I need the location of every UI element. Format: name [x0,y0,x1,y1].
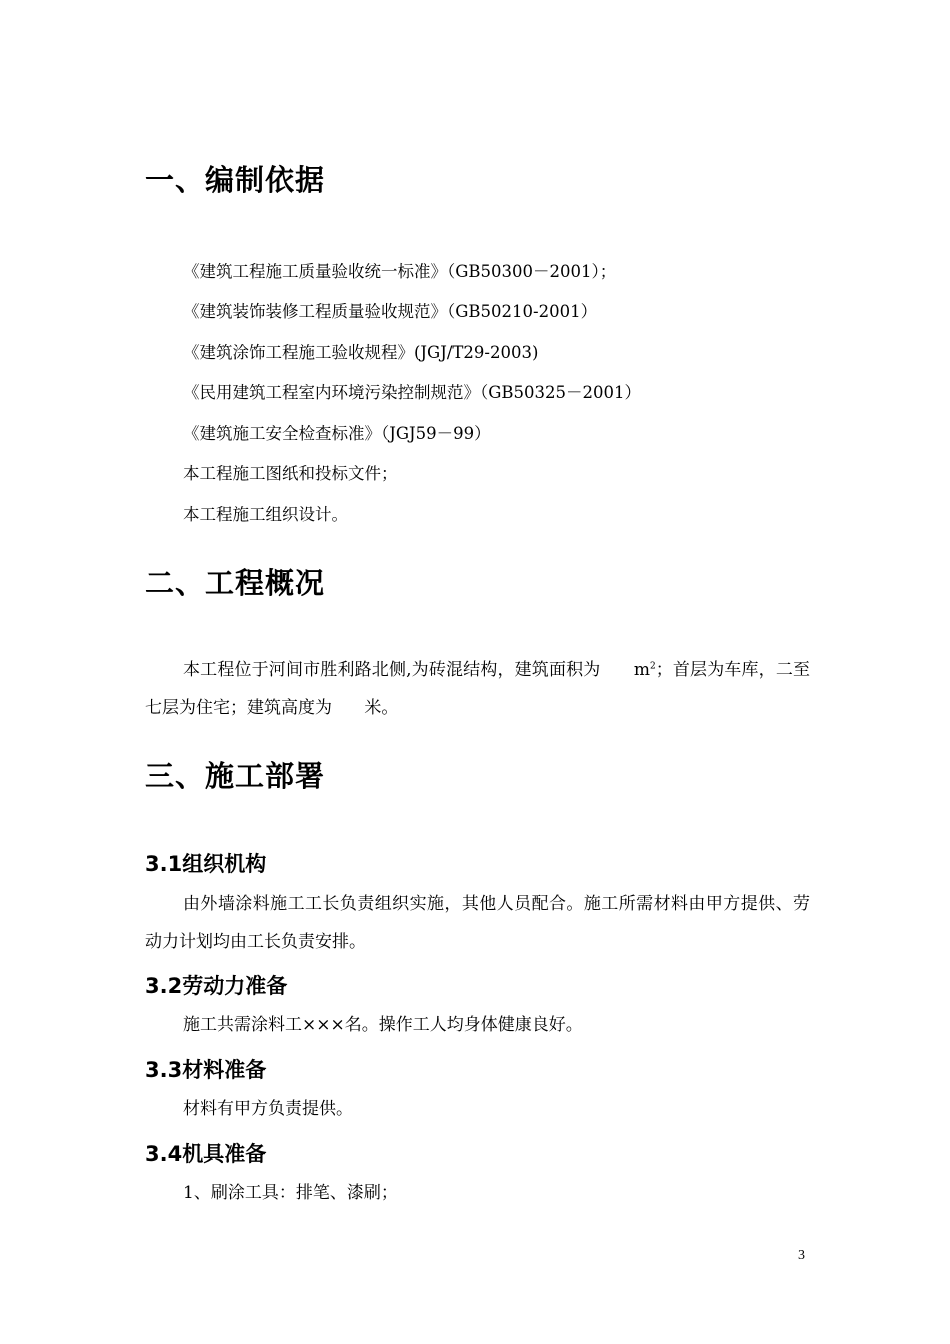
reference-item: 《建筑施工安全检查标准》（JGJ59－99） [183,424,491,443]
equipment-paragraph: 1、刷涂工具：排笔、漆刷； [183,1183,398,1203]
overview-text-part2: ；首层为车库，二至七层为住宅；建筑高度为 米。 [145,660,810,718]
subsection-heading-materials: 3.3材料准备 [145,1058,267,1082]
section-heading-basis: 一、编制依据 [145,163,326,197]
section-heading-deployment: 三、施工部署 [145,759,326,793]
reference-item: 本工程施工组织设计。 [183,505,348,524]
reference-item: 《建筑装饰装修工程质量验收规范》（GB50210-2001） [183,302,598,321]
overview-text-part1: 本工程位于河间市胜利路北侧,为砖混结构，建筑面积为 m [183,660,650,680]
subsection-heading-labor: 3.2劳动力准备 [145,974,288,998]
reference-item: 本工程施工图纸和投标文件； [183,464,398,483]
organization-paragraph: 由外墙涂料施工工长负责组织实施，其他人员配合。施工所需材料由甲方提供、劳动力计划均由工长负责安排。 [145,894,810,952]
labor-paragraph: 施工共需涂料工×××名。操作工人均身体健康良好。 [183,1015,583,1035]
section-heading-overview: 二、工程概况 [145,566,326,600]
reference-item: 《民用建筑工程室内环境污染控制规范》（GB50325－2001） [183,383,642,402]
subsection-heading-equipment: 3.4机具准备 [145,1142,267,1166]
reference-item: 《建筑工程施工质量验收统一标准》（GB50300－2001）； [183,262,617,281]
overview-paragraph [145,651,810,727]
area-unit-superscript: 2 [649,661,656,672]
page-number: 3 [798,1248,805,1263]
materials-paragraph: 材料有甲方负责提供。 [183,1099,353,1119]
reference-item: 《建筑涂饰工程施工验收规程》(JGJ/T29-2003) [183,343,539,362]
subsection-heading-organization: 3.1组织机构 [145,852,267,876]
